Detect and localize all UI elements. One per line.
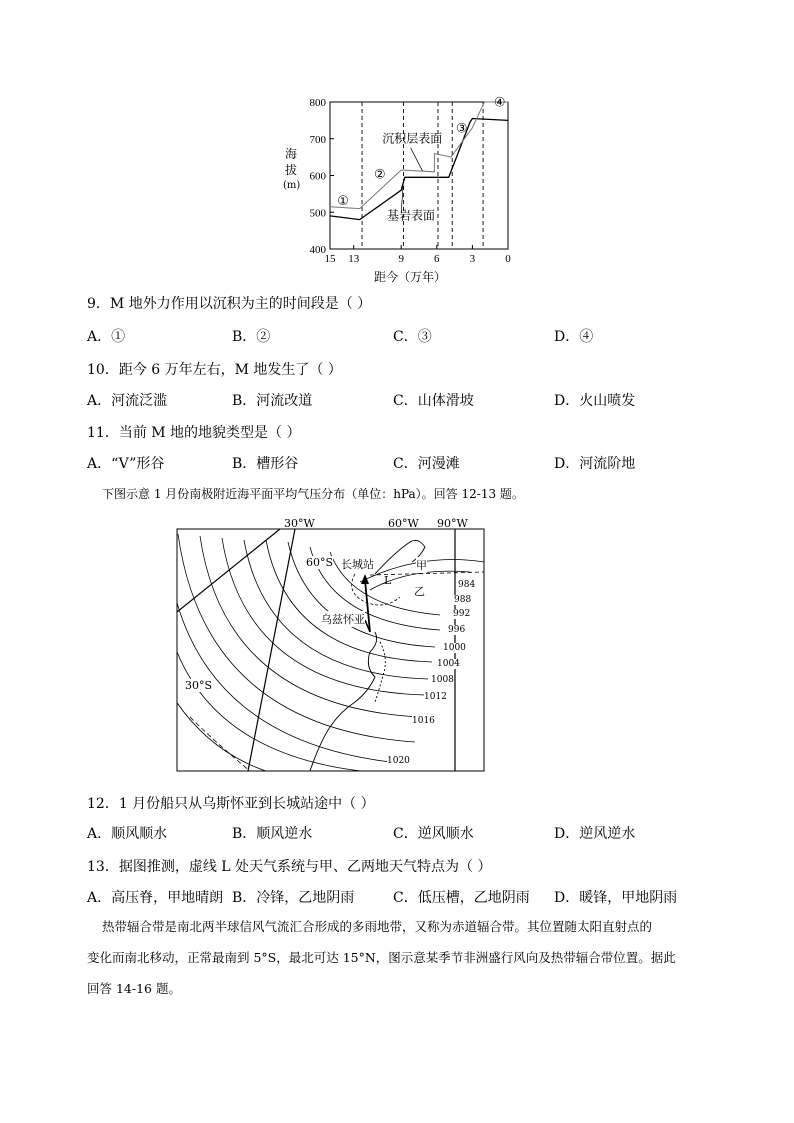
chart-xtick-label-9: 9 [398, 253, 404, 265]
chart-annotation-bedrock: 基岩表面 [386, 208, 435, 223]
elevation-chart [278, 92, 518, 288]
lat-label-30s: 30°S [185, 679, 213, 692]
lon-label-60w: 60°W [388, 517, 419, 530]
isobar-label-988: 988 [454, 595, 472, 605]
lat-label-60s: 60°S [306, 556, 334, 569]
intro-12-13: 下图示意 1 月份南极附近海平面平均气压分布（单位：hPa）。回答 12-13 题。 [102, 487, 524, 501]
chart-ytick-label-800: 800 [309, 97, 326, 109]
q10-option-c[interactable]: C．山体滑坡 [393, 393, 474, 409]
chart-stage-label-2: ② [374, 167, 386, 183]
q12-option-d[interactable]: D．逆风逆水 [554, 826, 636, 842]
q9-option-c[interactable]: C．③ [393, 329, 432, 345]
chart-ytick-label-500: 500 [309, 207, 326, 220]
q10-option-b[interactable]: B．河流改道 [232, 393, 313, 409]
chart-xtick-label-13: 13 [348, 253, 360, 265]
chart-xtick-label-0: 0 [505, 253, 511, 265]
q12-option-c[interactable]: C．逆风顺水 [393, 826, 474, 842]
front-label-l: L [384, 574, 392, 587]
q13-option-d[interactable]: D．暖锋，甲地阴雨 [554, 890, 678, 906]
q11-option-d[interactable]: D．河流阶地 [554, 456, 636, 472]
q13-option-a[interactable]: A．高压脊，甲地晴朗 [87, 890, 224, 906]
chart-xtick-label-3: 3 [469, 253, 476, 265]
q12-option-a[interactable]: A．顺风顺水 [87, 826, 168, 842]
question-13-stem: 13．据图推测，虚线 L 处天气系统与甲、乙两地天气特点为（ ） [87, 859, 492, 875]
place-ushuaia: 乌兹怀亚 [321, 613, 365, 626]
lon-label-90w: 90°W [437, 517, 468, 530]
chart-ytick-label-400: 400 [309, 244, 326, 256]
q10-option-d[interactable]: D．火山喷发 [554, 393, 636, 409]
isobar-label-1000: 1000 [443, 643, 466, 653]
q11-option-a[interactable]: A．“V”形谷 [87, 456, 165, 472]
isobar-label-1012: 1012 [424, 692, 447, 702]
q11-option-c[interactable]: C．河漫滩 [393, 456, 460, 472]
pressure-map [170, 512, 490, 774]
question-12-stem: 12．1 月份船只从乌斯怀亚到长城站途中（ ） [87, 796, 375, 812]
chart-annotation-sediment: 沉积层表面 [382, 131, 443, 146]
q9-option-a[interactable]: A．① [87, 329, 126, 345]
chart-stage-label-4: ④ [493, 95, 506, 111]
lon-label-30w: 30°W [284, 517, 315, 530]
isobar-label-1020: 1020 [387, 756, 410, 766]
place-jia: 甲 [416, 559, 427, 572]
chart-xlabel: 距今（万年） [374, 270, 447, 284]
isobar-label-984: 984 [458, 580, 476, 590]
chart-xtick-label-15: 15 [324, 253, 336, 265]
chart-ylabel-text: 海 拔 (m) [283, 147, 301, 191]
chart-ytick-label-600: 600 [309, 170, 326, 183]
q9-option-b[interactable]: B．② [232, 329, 271, 345]
q11-option-b[interactable]: B．槽形谷 [232, 456, 299, 472]
question-10-stem: 10．距今 6 万年左右，M 地发生了（ ） [87, 362, 342, 378]
intro-14-16-line3: 回答 14-16 题。 [87, 981, 181, 996]
chart-stage-label-3: ③ [455, 121, 468, 137]
intro-14-16-line2: 变化而南北移动，正常最南到 5°S，最北可达 15°N，图示意某季节非洲盛行风向及热带辐合带位置。据此 [87, 950, 676, 965]
question-11-stem: 11．当前 M 地的地貌类型是（ ） [87, 425, 301, 441]
chart-series-1 [330, 102, 508, 209]
q10-option-a[interactable]: A．河流泛滥 [87, 393, 168, 409]
place-yi: 乙 [414, 585, 425, 598]
intro-14-16-line1: 热带辐合带是南北两半球信风气流汇合形成的多雨地带，又称为赤道辐合带。其位置随太阳直射点的 [102, 919, 653, 934]
question-9-stem: 9．M 地外力作用以沉积为主的时间段是（ ） [87, 296, 372, 312]
isobar-label-1008: 1008 [431, 675, 454, 685]
chart-ytick-label-700: 700 [309, 133, 326, 146]
chart-plot-frame [330, 102, 508, 249]
chart-leader-sediment [411, 148, 423, 171]
q9-option-d[interactable]: D．④ [554, 329, 594, 345]
chart-stage-label-1: ① [337, 193, 349, 209]
chart-ylabel [283, 146, 299, 194]
chart-xtick-label-6: 6 [434, 253, 440, 265]
q12-option-b[interactable]: B．顺风逆水 [232, 826, 313, 842]
isobar-label-1004: 1004 [437, 659, 460, 669]
isobar-label-1016: 1016 [412, 716, 435, 726]
place-great-wall-station: 长城站 [341, 558, 374, 571]
q13-option-b[interactable]: B．冷锋，乙地阴雨 [232, 890, 355, 906]
isobar-label-996: 996 [448, 625, 466, 635]
isobar-label-992: 992 [453, 609, 471, 619]
q13-option-c[interactable]: C．低压槽，乙地阴雨 [393, 890, 530, 906]
